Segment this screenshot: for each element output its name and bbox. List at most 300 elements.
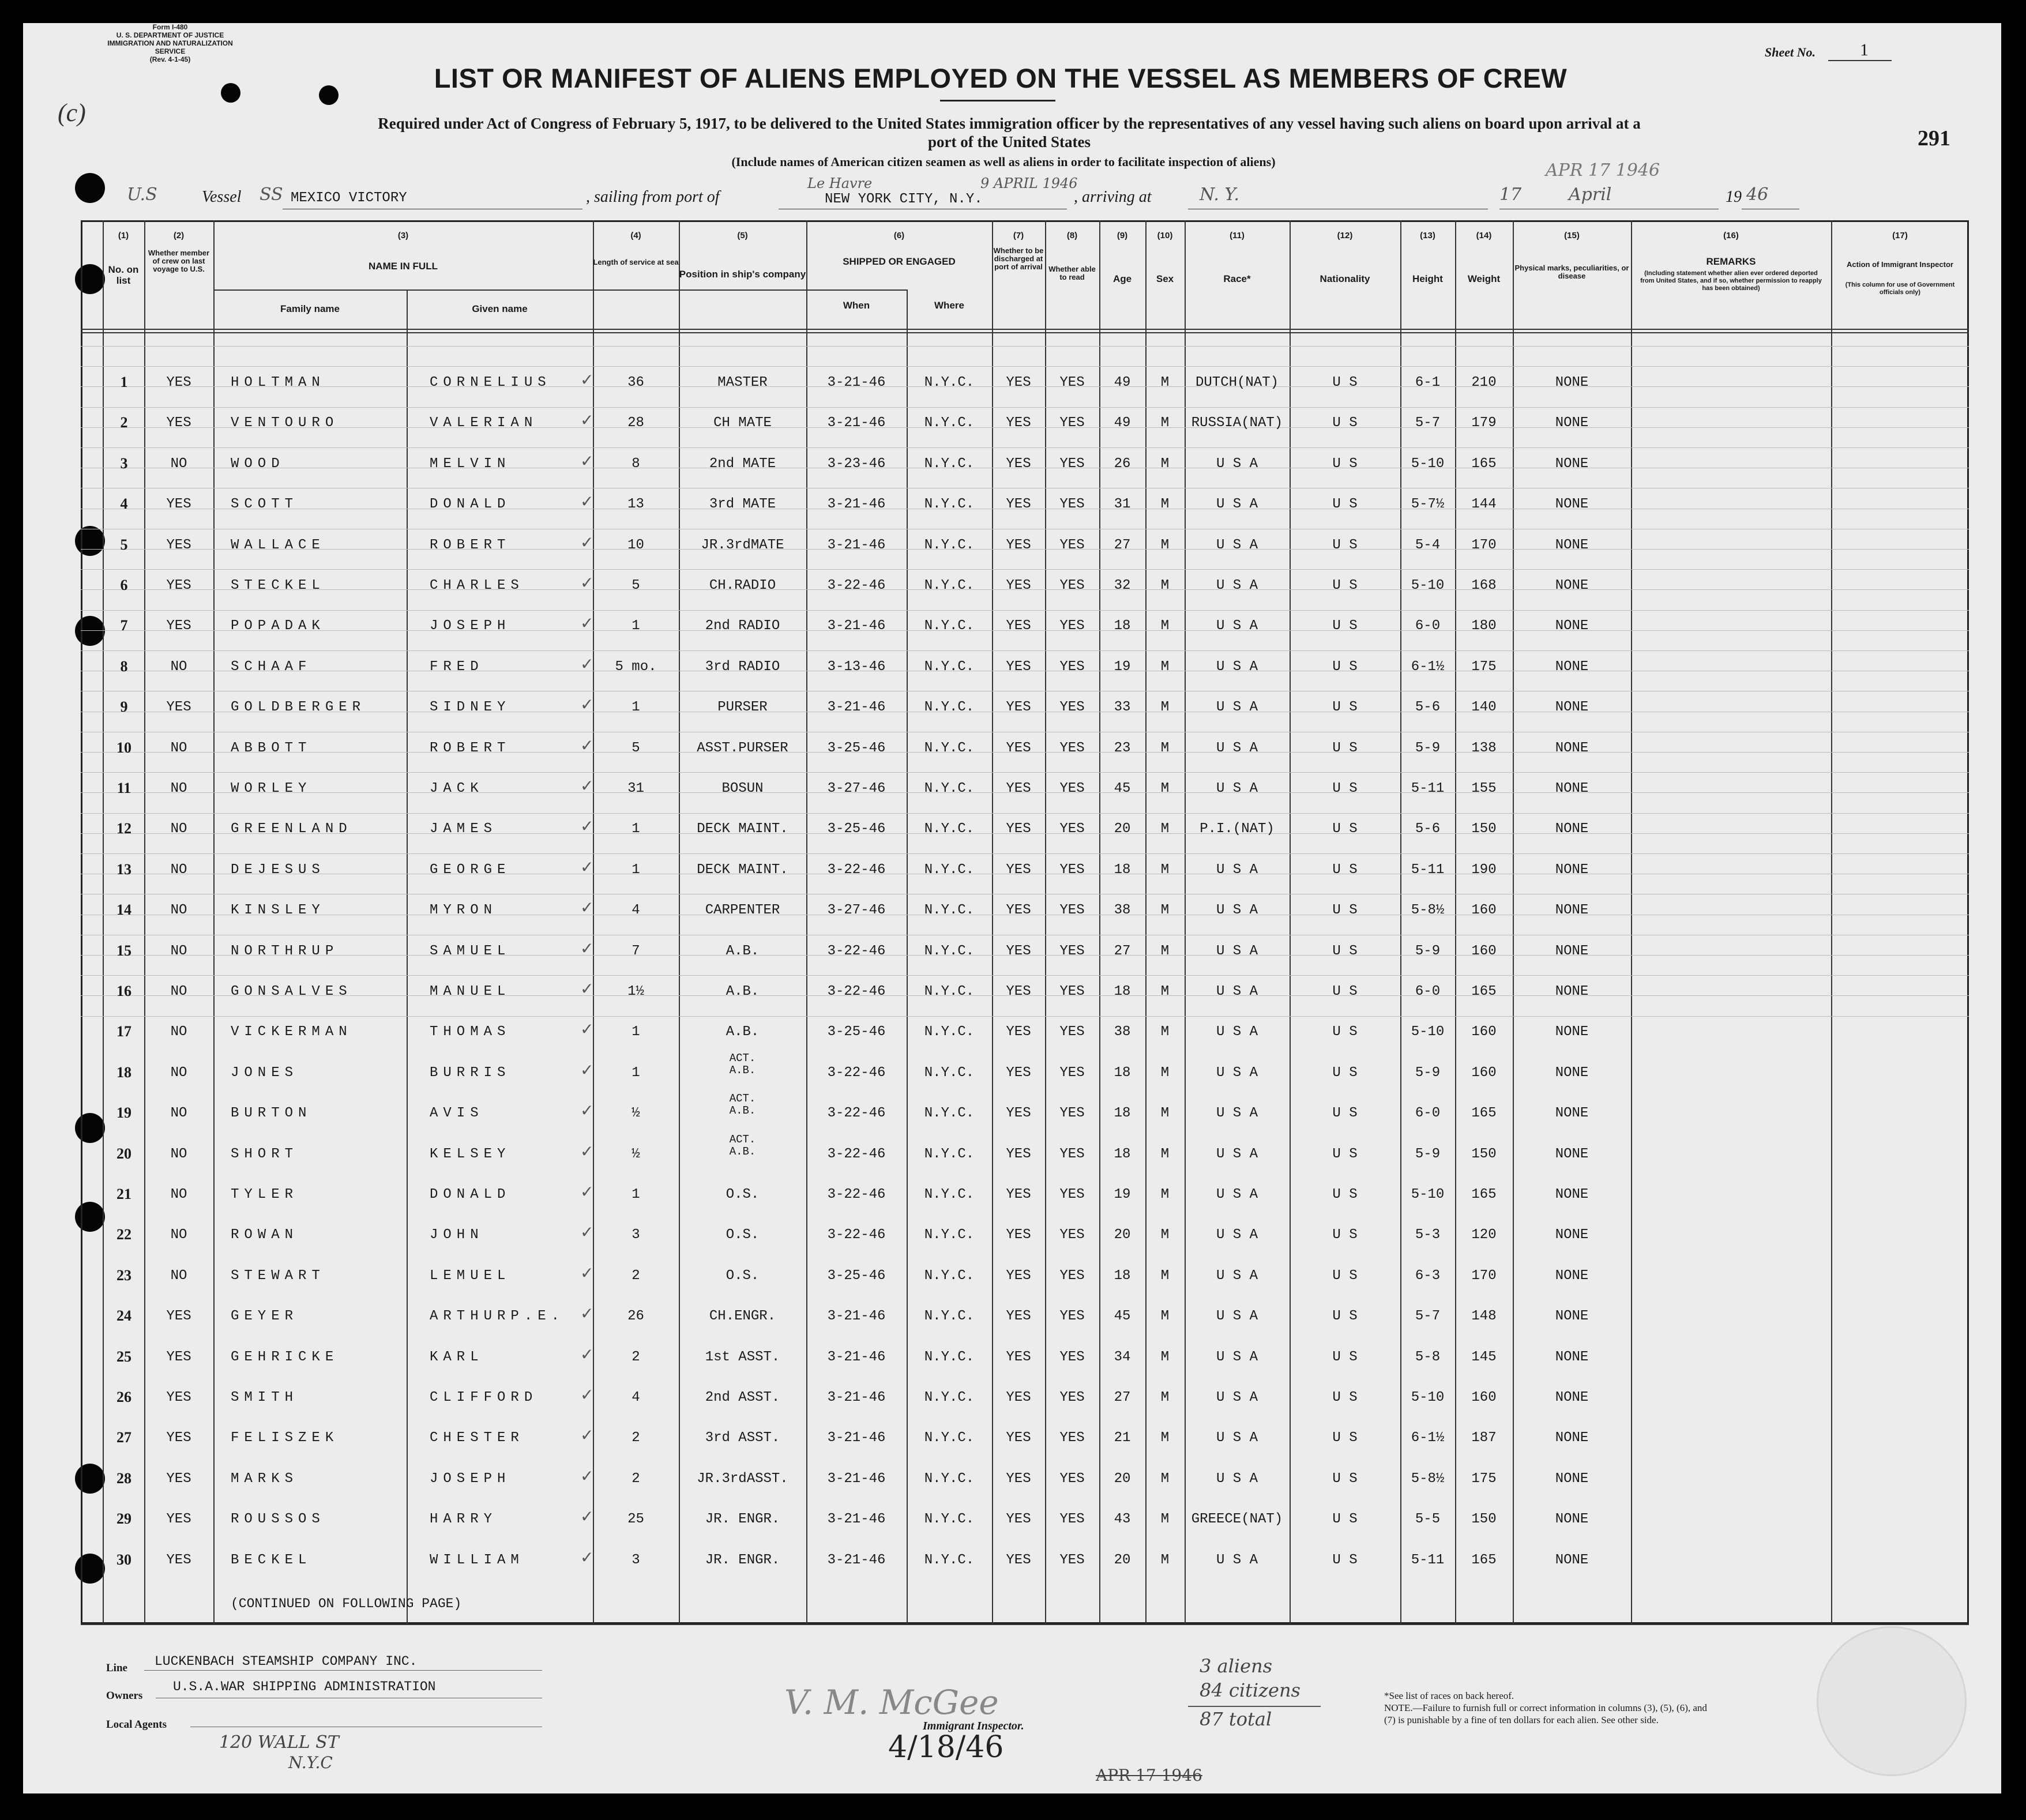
cell-shipped-when: 3-23-46 (827, 456, 886, 472)
cell-member-last-voyage: NO (170, 903, 187, 919)
cell-to-be-discharged: YES (1006, 984, 1031, 999)
cell-height: 6-0 (1415, 1105, 1441, 1122)
cell-length-of-service: 1 (632, 1024, 640, 1040)
cell-given-name: DONALD (430, 1187, 511, 1202)
check-mark-icon: ✓ (580, 938, 594, 958)
col-number: (8) (1066, 231, 1078, 240)
cell-age: 27 (1114, 537, 1131, 553)
cell-height: 6-1½ (1411, 659, 1445, 675)
cell-age: 43 (1114, 1511, 1131, 1528)
col-header-height: Height (1412, 273, 1443, 284)
cell-shipped-when: 3-25-46 (827, 821, 886, 837)
cell-member-last-voyage: NO (170, 943, 187, 959)
cell-able-to-read: YES (1059, 537, 1085, 553)
ruled-line (81, 772, 1969, 773)
cell-nationality: U S (1332, 1227, 1358, 1243)
ruled-line (81, 1016, 1969, 1017)
check-mark-icon: ✓ (580, 1344, 594, 1364)
cell-given-name: FRED (430, 659, 484, 675)
ruled-line (81, 569, 1969, 570)
cell-height: 5-7½ (1411, 497, 1445, 513)
cell-shipped-when: 3-22-46 (827, 862, 886, 878)
check-mark-icon: ✓ (580, 1304, 594, 1323)
row-number: 28 (116, 1469, 131, 1487)
cell-able-to-read: YES (1059, 1024, 1085, 1040)
check-mark-icon: ✓ (580, 370, 594, 389)
cell-shipped-when: 3-21-46 (827, 415, 886, 431)
cell-sex: M (1160, 1349, 1170, 1365)
cell-member-last-voyage: YES (166, 1390, 191, 1405)
cell-family-name: HOLTMAN (231, 375, 325, 390)
cell-age: 27 (1114, 943, 1131, 959)
cell-shipped-when: 3-25-46 (827, 740, 886, 756)
cell-shipped-when: 3-13-46 (827, 659, 886, 675)
cell-family-name: SMITH (231, 1390, 299, 1405)
row-number: 9 (120, 698, 128, 716)
col-number: (13) (1420, 231, 1435, 240)
sailing-label: , sailing from port of (586, 188, 720, 206)
cell-to-be-discharged: YES (1006, 1268, 1031, 1284)
check-mark-icon: ✓ (580, 573, 594, 592)
cell-age: 26 (1114, 456, 1131, 472)
cell-family-name: SCOTT (231, 497, 299, 513)
cell-able-to-read: YES (1059, 497, 1085, 513)
cell-position: DECK MAINT. (697, 862, 788, 878)
cell-sex: M (1160, 1146, 1170, 1162)
cell-to-be-discharged: YES (1006, 1187, 1031, 1202)
cell-weight: 190 (1471, 862, 1497, 878)
ruled-line (81, 813, 1969, 814)
cell-weight: 150 (1471, 821, 1497, 837)
cell-physical-marks: NONE (1555, 903, 1589, 919)
cell-nationality: U S (1332, 1471, 1358, 1487)
cell-nationality: U S (1332, 375, 1358, 390)
cell-sex: M (1160, 1024, 1170, 1040)
cell-to-be-discharged: YES (1006, 497, 1031, 513)
cell-family-name: ROUSSOS (231, 1511, 325, 1528)
cell-able-to-read: YES (1059, 1268, 1085, 1284)
cell-sex: M (1160, 821, 1170, 837)
cell-shipped-when: 3-21-46 (827, 1349, 886, 1365)
cell-shipped-when: 3-22-46 (827, 578, 886, 593)
check-mark-icon: ✓ (580, 695, 594, 715)
col-divider (407, 289, 408, 1624)
cell-shipped-when: 3-21-46 (827, 1390, 886, 1405)
check-mark-icon: ✓ (580, 492, 594, 512)
cell-length-of-service: 10 (627, 537, 644, 553)
cell-nationality: U S (1332, 1430, 1358, 1446)
cell-weight: 170 (1471, 537, 1497, 553)
cell-able-to-read: YES (1059, 903, 1085, 919)
cell-to-be-discharged: YES (1006, 862, 1031, 878)
col-number: (14) (1476, 231, 1492, 240)
cell-to-be-discharged: YES (1006, 618, 1031, 634)
cell-to-be-discharged: YES (1006, 1552, 1031, 1568)
cell-race: P.I.(NAT) (1200, 821, 1275, 837)
cell-length-of-service: 1 (632, 700, 640, 716)
cell-position: JR. ENGR. (705, 1552, 780, 1568)
cell-physical-marks: NONE (1555, 862, 1589, 878)
cell-given-name: HARRY (430, 1511, 498, 1528)
cell-height: 5-10 (1411, 1390, 1445, 1405)
row-number: 2 (120, 414, 128, 431)
cell-weight: 175 (1471, 659, 1497, 675)
page-subtitle: Required under Act of Congress of February 5, 1917, to be delivered to the United States immigration officer by the representatives of any vessel having such aliens on board upon arrival at a port of the United States (378, 115, 1641, 151)
cell-position: JR.3rdMATE (701, 537, 784, 553)
check-mark-icon: ✓ (580, 614, 594, 633)
cell-race: U S A (1216, 537, 1258, 553)
cell-nationality: U S (1332, 1552, 1358, 1568)
cell-weight: 150 (1471, 1511, 1497, 1528)
cell-family-name: MARKS (231, 1471, 299, 1487)
cell-physical-marks: NONE (1555, 578, 1589, 593)
cell-member-last-voyage: YES (166, 537, 191, 553)
cell-race: U S A (1216, 456, 1258, 472)
cell-family-name: WALLACE (231, 537, 325, 553)
cell-member-last-voyage: YES (166, 375, 191, 390)
cell-shipped-where: N.Y.C. (924, 740, 975, 756)
cell-physical-marks: NONE (1555, 1227, 1589, 1243)
cell-able-to-read: YES (1059, 984, 1085, 999)
cell-given-name: MELVIN (430, 456, 511, 472)
cell-physical-marks: NONE (1555, 943, 1589, 959)
cell-shipped-where: N.Y.C. (924, 1471, 975, 1487)
row-number: 19 (116, 1104, 131, 1122)
inspector-signature: V. M. McGee (784, 1683, 999, 1722)
row-number: 6 (120, 577, 128, 593)
punch-hole (221, 83, 240, 103)
col-number: (9) (1117, 231, 1128, 240)
cell-given-name: JACK (430, 781, 484, 796)
cell-race: U S A (1216, 943, 1258, 959)
cell-weight: 165 (1471, 1105, 1497, 1122)
cell-shipped-when: 3-22-46 (827, 1105, 886, 1122)
cell-shipped-when: 3-25-46 (827, 1268, 886, 1284)
cell-able-to-read: YES (1059, 415, 1085, 431)
cell-physical-marks: NONE (1555, 618, 1589, 634)
header-rule (81, 329, 1969, 330)
cell-shipped-where: N.Y.C. (924, 1024, 975, 1040)
cell-nationality: U S (1332, 578, 1358, 593)
col-divider (1631, 220, 1632, 1624)
cell-member-last-voyage: NO (170, 1065, 187, 1081)
col-header-length-service: Length of service at sea (593, 258, 679, 266)
cell-nationality: U S (1332, 1065, 1358, 1081)
cell-sex: M (1160, 537, 1170, 553)
cell-weight: 160 (1471, 1024, 1497, 1040)
cell-shipped-where: N.Y.C. (924, 618, 975, 634)
vessel-prefix-handwritten: U.S (127, 185, 157, 205)
cell-position: 3rd RADIO (705, 659, 780, 675)
cell-shipped-when: 3-22-46 (827, 943, 886, 959)
cell-height: 5-8 (1415, 1349, 1441, 1365)
footer-rule (81, 1624, 1969, 1625)
cell-length-of-service: 2 (632, 1349, 640, 1365)
cell-length-of-service: 1 (632, 821, 640, 837)
cell-age: 31 (1114, 497, 1131, 513)
cell-length-of-service: 13 (627, 497, 644, 513)
cell-weight: 140 (1471, 700, 1497, 716)
cell-weight: 145 (1471, 1349, 1497, 1365)
cell-nationality: U S (1332, 943, 1358, 959)
sheet-number: 1 (1860, 40, 1869, 59)
row-number: 12 (116, 820, 131, 837)
cell-nationality: U S (1332, 456, 1358, 472)
col-header-family-name: Family name (280, 303, 340, 314)
cell-age: 38 (1114, 903, 1131, 919)
cell-position: BOSUN (721, 781, 764, 796)
cell-race: U S A (1216, 1227, 1258, 1243)
cell-age: 18 (1114, 1065, 1131, 1081)
cell-shipped-where: N.Y.C. (924, 700, 975, 716)
cell-physical-marks: NONE (1555, 1065, 1589, 1081)
cell-shipped-where: N.Y.C. (924, 1349, 975, 1365)
cell-able-to-read: YES (1059, 1390, 1085, 1405)
cell-member-last-voyage: YES (166, 618, 191, 634)
cell-sex: M (1160, 903, 1170, 919)
cell-sex: M (1160, 740, 1170, 756)
page-title: LIST OR MANIFEST OF ALIENS EMPLOYED ON THE VESSEL AS MEMBERS OF CREW (434, 63, 1568, 93)
row-number: 25 (116, 1348, 131, 1365)
cell-height: 6-3 (1415, 1268, 1441, 1284)
cell-length-of-service: 1 (632, 862, 640, 878)
cell-race: U S A (1216, 1430, 1258, 1446)
cell-member-last-voyage: NO (170, 659, 187, 675)
cell-race: U S A (1216, 1268, 1258, 1284)
cell-member-last-voyage: YES (166, 1430, 191, 1446)
check-mark-icon: ✓ (580, 1101, 594, 1120)
owners-label: Owners (106, 1690, 143, 1702)
cell-family-name: BECKEL (231, 1552, 312, 1568)
cell-weight: 120 (1471, 1227, 1497, 1243)
cell-position: CH.RADIO (709, 578, 776, 593)
cell-physical-marks: NONE (1555, 456, 1589, 472)
cell-member-last-voyage: NO (170, 984, 187, 999)
cell-member-last-voyage: NO (170, 1024, 187, 1040)
cell-race: U S A (1216, 862, 1258, 878)
cell-weight: 165 (1471, 1187, 1497, 1202)
col-divider (1831, 220, 1832, 1624)
cell-physical-marks: NONE (1555, 1187, 1589, 1202)
cell-weight: 150 (1471, 1146, 1497, 1162)
cell-position: A.B. (726, 943, 760, 959)
inspection-date: 4/18/46 (888, 1730, 1004, 1765)
row-number: 24 (116, 1307, 131, 1325)
handwritten-c-mark: (c) (58, 99, 86, 127)
cell-length-of-service: 3 (632, 1227, 640, 1243)
cell-member-last-voyage: NO (170, 456, 187, 472)
cell-weight: 187 (1471, 1430, 1497, 1446)
cell-height: 5-10 (1411, 1024, 1445, 1040)
cell-to-be-discharged: YES (1006, 781, 1031, 796)
cell-height: 5-6 (1415, 700, 1441, 716)
cell-member-last-voyage: NO (170, 1146, 187, 1162)
sheet-underline (1828, 60, 1892, 61)
cell-sex: M (1160, 1227, 1170, 1243)
ruled-line (81, 650, 1969, 651)
line-value: LUCKENBACH STEAMSHIP COMPANY INC. (155, 1654, 418, 1669)
cell-to-be-discharged: YES (1006, 1511, 1031, 1528)
cell-nationality: U S (1332, 740, 1358, 756)
cell-age: 19 (1114, 1187, 1131, 1202)
cell-to-be-discharged: YES (1006, 1390, 1031, 1405)
cell-length-of-service: 2 (632, 1430, 640, 1446)
cell-family-name: WORLEY (231, 781, 312, 796)
cell-family-name: GONSALVES (231, 984, 352, 999)
row-number: 7 (120, 617, 128, 634)
cell-physical-marks: NONE (1555, 1024, 1589, 1040)
col-header-discharged: Whether to be discharged at port of arrival (993, 246, 1044, 271)
row-number: 4 (120, 495, 128, 513)
cell-family-name: DEJESUS (231, 862, 325, 878)
cell-to-be-discharged: YES (1006, 1105, 1031, 1122)
cell-member-last-voyage: NO (170, 862, 187, 878)
cell-to-be-discharged: YES (1006, 943, 1031, 959)
cell-able-to-read: YES (1059, 375, 1085, 390)
row-number: 27 (116, 1429, 131, 1446)
cell-weight: 148 (1471, 1308, 1497, 1325)
cell-sex: M (1160, 943, 1170, 959)
cell-able-to-read: YES (1059, 456, 1085, 472)
check-mark-icon: ✓ (580, 857, 594, 877)
cell-age: 20 (1114, 1227, 1131, 1243)
cell-member-last-voyage: YES (166, 1471, 191, 1487)
cell-able-to-read: YES (1059, 862, 1085, 878)
col-number: (12) (1337, 231, 1353, 240)
cell-given-name: KARL (430, 1349, 484, 1365)
cell-race: U S A (1216, 1024, 1258, 1040)
cell-sex: M (1160, 578, 1170, 593)
arriving-label: , arriving at (1074, 188, 1152, 206)
check-mark-icon: ✓ (580, 532, 594, 552)
cell-able-to-read: YES (1059, 781, 1085, 796)
cell-shipped-where: N.Y.C. (924, 1268, 975, 1284)
col-header-physical-marks: Physical marks, peculiarities, or disease (1514, 264, 1629, 280)
check-mark-icon: ✓ (580, 1141, 594, 1161)
cell-able-to-read: YES (1059, 943, 1085, 959)
cell-to-be-discharged: YES (1006, 1024, 1031, 1040)
cell-able-to-read: YES (1059, 659, 1085, 675)
cell-shipped-when: 3-21-46 (827, 1308, 886, 1325)
cell-height: 5-8½ (1411, 903, 1445, 919)
cell-shipped-where: N.Y.C. (924, 415, 975, 431)
cell-weight: 144 (1471, 497, 1497, 513)
cell-nationality: U S (1332, 1390, 1358, 1405)
cell-member-last-voyage: YES (166, 1349, 191, 1365)
cell-shipped-where: N.Y.C. (924, 984, 975, 999)
cell-length-of-service: 3 (632, 1552, 640, 1568)
cell-member-last-voyage: YES (166, 497, 191, 513)
agents-address-line2: N.Y.C (288, 1753, 333, 1772)
cell-physical-marks: NONE (1555, 659, 1589, 675)
row-number: 16 (116, 983, 131, 999)
col-header-able-to-read: Whether able to read (1048, 265, 1096, 281)
cell-race: U S A (1216, 1105, 1258, 1122)
year-suffix: 46 (1746, 185, 1769, 205)
cell-age: 49 (1114, 375, 1131, 390)
cell-race: U S A (1216, 578, 1258, 593)
cell-given-name: CHESTER (430, 1430, 524, 1446)
count-citizens: 84 citizens (1200, 1679, 1300, 1701)
cell-given-name: LEMUEL (430, 1268, 511, 1284)
cell-shipped-where: N.Y.C. (924, 456, 975, 472)
cell-to-be-discharged: YES (1006, 375, 1031, 390)
row-number: 23 (116, 1266, 131, 1284)
cell-given-name: MANUEL (430, 984, 511, 999)
vessel-label: Vessel (202, 188, 242, 206)
cell-age: 18 (1114, 984, 1131, 999)
check-mark-icon: ✓ (580, 1020, 594, 1039)
cell-nationality: U S (1332, 1349, 1358, 1365)
cell-to-be-discharged: YES (1006, 1308, 1031, 1325)
cell-shipped-where: N.Y.C. (924, 862, 975, 878)
cell-member-last-voyage: YES (166, 1511, 191, 1528)
cell-sex: M (1160, 1187, 1170, 1202)
cell-position: CARPENTER (705, 903, 780, 919)
cell-member-last-voyage: NO (170, 1105, 187, 1122)
cell-height: 5-11 (1411, 1552, 1445, 1568)
cell-age: 18 (1114, 1105, 1131, 1122)
cell-sex: M (1160, 700, 1170, 716)
cell-age: 20 (1114, 1471, 1131, 1487)
cell-race: U S A (1216, 1308, 1258, 1325)
cell-given-name: CLIFFORD (430, 1390, 538, 1405)
cell-physical-marks: NONE (1555, 1105, 1589, 1122)
cell-family-name: ROWAN (231, 1227, 299, 1243)
cell-member-last-voyage: NO (170, 740, 187, 756)
cell-physical-marks: NONE (1555, 821, 1589, 837)
cell-member-last-voyage: YES (166, 415, 191, 431)
cell-race: U S A (1216, 781, 1258, 796)
cell-length-of-service: 5 (632, 578, 640, 593)
cell-age: 45 (1114, 1308, 1131, 1325)
cell-shipped-where: N.Y.C. (924, 903, 975, 919)
cell-to-be-discharged: YES (1006, 1471, 1031, 1487)
check-mark-icon: ✓ (580, 451, 594, 471)
cell-race: U S A (1216, 903, 1258, 919)
cell-length-of-service: 4 (632, 1390, 640, 1405)
cell-length-of-service: 2 (632, 1471, 640, 1487)
col-number: (1) (118, 231, 129, 240)
col-number: (11) (1230, 231, 1245, 240)
cell-to-be-discharged: YES (1006, 578, 1031, 593)
cell-able-to-read: YES (1059, 1105, 1085, 1122)
cell-length-of-service: 7 (632, 943, 640, 959)
cell-age: 18 (1114, 618, 1131, 634)
footer-notes: *See list of races on back hereof. NOTE.—Failure to furnish full or correct information in columns (3), (5), (6), and (7) is punishable by a fine of ten dollars for each alien. See other side. (1384, 1690, 1707, 1725)
cell-length-of-service: 1 (632, 1187, 640, 1202)
cell-family-name: BURTON (231, 1105, 312, 1122)
row-number: 30 (116, 1551, 131, 1568)
row-number: 1 (120, 374, 128, 390)
col-header-name-in-full: NAME IN FULL (369, 261, 438, 272)
cell-height: 6-0 (1415, 984, 1441, 999)
col-number: (15) (1564, 231, 1580, 240)
cell-member-last-voyage: NO (170, 821, 187, 837)
cell-family-name: VICKERMAN (231, 1024, 352, 1040)
year-prefix: 19 (1726, 188, 1742, 206)
cell-position: ACT. A.B. (729, 1051, 756, 1077)
count-aliens: 3 aliens (1200, 1655, 1273, 1677)
cell-given-name: AVIS (430, 1105, 484, 1122)
cell-position: PURSER (717, 700, 768, 716)
col-header-when: When (843, 300, 870, 311)
ruled-line (81, 853, 1969, 854)
col-header-action: Action of Immigrant Inspector (1847, 260, 1953, 269)
ruled-line (81, 407, 1969, 408)
cell-weight: 168 (1471, 578, 1497, 593)
row-number: 11 (116, 780, 131, 796)
